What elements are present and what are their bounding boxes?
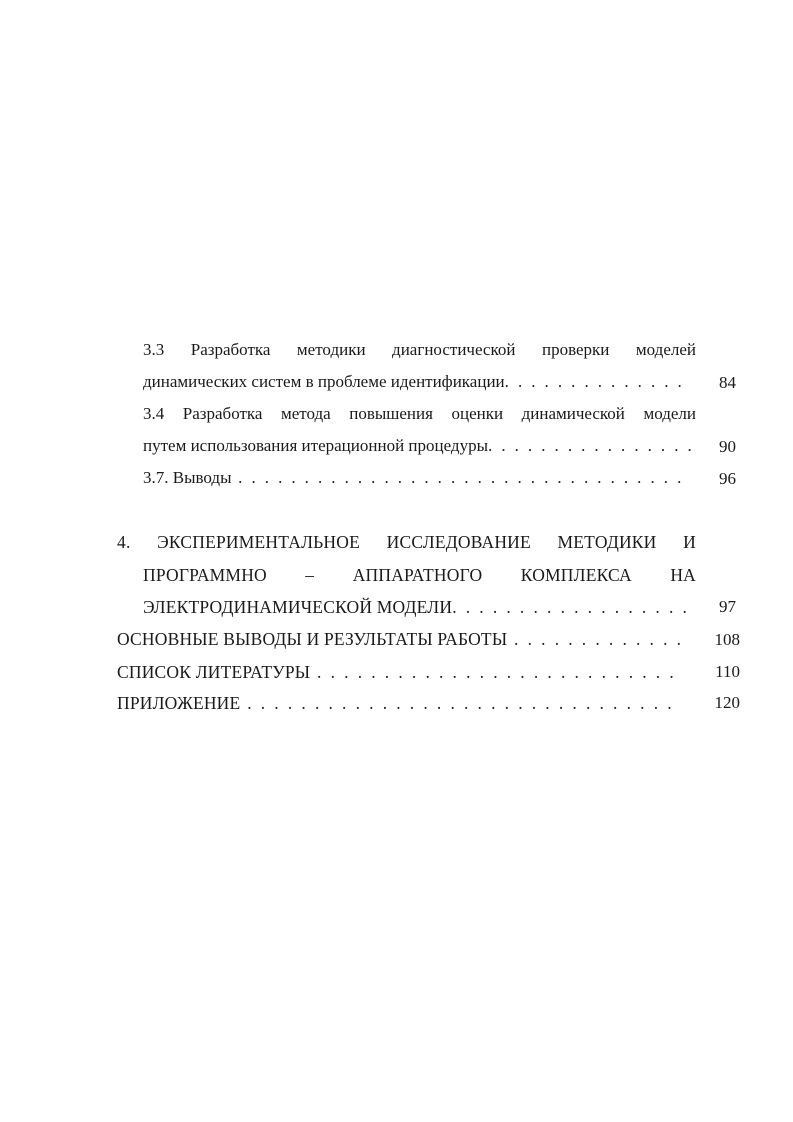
toc-chapter-4-line2: ПРОГРАММНО – АППАРАТНОГО КОМПЛЕКСА НА [143, 565, 696, 585]
leader-dots: . . . . . . . . . . . . . [507, 629, 684, 649]
toc-chapter-4-line3 [143, 597, 696, 617]
toc-literature [117, 662, 682, 682]
toc-page-3-7: 96 [719, 469, 736, 488]
toc-page-3-4: 90 [719, 437, 736, 456]
leader-dots: . . . . . . . . . . . . . . . . [488, 436, 695, 455]
leader-dots: . . . . . . . . . . . . . . [504, 372, 685, 391]
toc-entry-3-4-line2 [143, 436, 696, 456]
toc-conclusions-text: ОСНОВНЫЕ ВЫВОДЫ И РЕЗУЛЬТАТЫ РАБОТЫ [117, 629, 508, 649]
toc-entry-3-7 [143, 468, 688, 488]
toc-appendix-text: ПРИЛОЖЕНИЕ [117, 693, 241, 713]
leader-dots: . . . . . . . . . . . . . . . . . . . . . . . . . . . . . . . . . . [231, 468, 684, 487]
toc-entry-3-3-line1: 3.3 Разработка методики диагностической проверки моделей [143, 340, 696, 359]
toc-chapter-4-text: ЭЛЕКТРОДИНАМИЧЕСКОЙ МОДЕЛИ [143, 597, 453, 617]
leader-dots: . . . . . . . . . . . . . . . . . . . . . . . . . . . [310, 662, 677, 682]
toc-entry-3-3-text: динамических систем в проблеме идентификации [143, 372, 505, 391]
toc-entry-3-4-line1: 3.4 Разработка метода повышения оценки динамической модели [143, 404, 696, 423]
toc-chapter-4-line1: 4. ЭКСПЕРИМЕНТАЛЬНОЕ ИССЛЕДОВАНИЕ МЕТОДИКИ И [117, 532, 696, 552]
leader-dots: . . . . . . . . . . . . . . . . . . [452, 597, 690, 617]
toc-page-appendix: 120 [714, 693, 740, 712]
leader-dots: . . . . . . . . . . . . . . . . . . . . . . . . . . . . . . . . [240, 693, 675, 713]
toc-entry-3-4-text: путем использования итерационной процедуры [143, 436, 489, 455]
toc-page-literature: 110 [715, 662, 740, 681]
toc-conclusions [117, 629, 696, 649]
toc-entry-3-7-text: 3.7. Выводы [143, 468, 232, 487]
toc-page-chapter-4: 97 [719, 597, 736, 616]
toc-entry-3-3-line2 [143, 372, 696, 392]
toc-page-3-3: 84 [719, 373, 736, 392]
toc-literature-text: СПИСОК ЛИТЕРАТУРЫ [117, 662, 311, 682]
toc-appendix [117, 693, 682, 713]
toc-page-conclusions: 108 [714, 630, 740, 649]
